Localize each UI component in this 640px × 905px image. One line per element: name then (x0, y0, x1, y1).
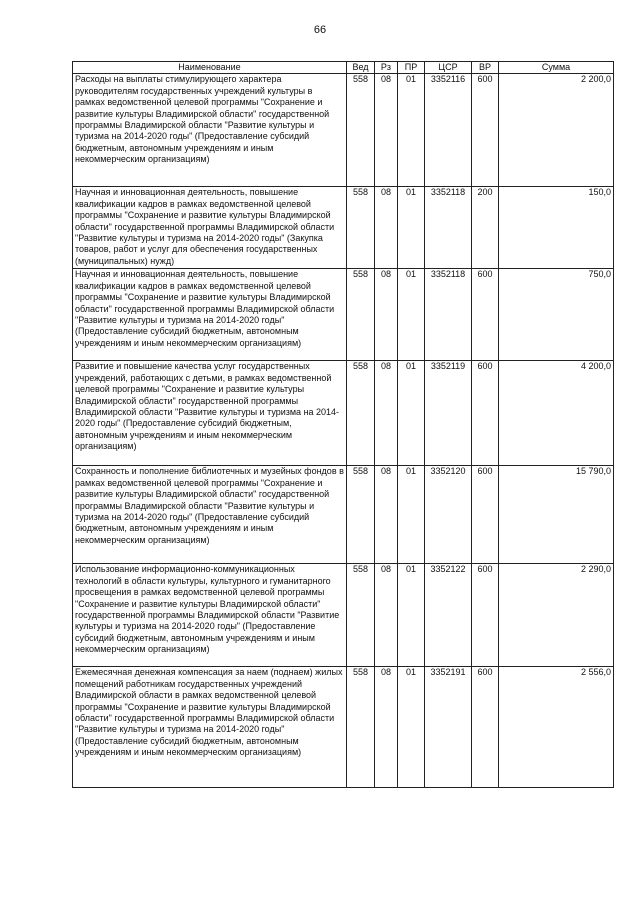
row-vr: 600 (472, 74, 499, 187)
row-vr: 600 (472, 269, 499, 361)
row-pr: 01 (398, 564, 425, 667)
row-pr: 01 (398, 361, 425, 466)
row-vr: 600 (472, 667, 499, 788)
row-rz: 08 (375, 564, 398, 667)
row-sum: 150,0 (499, 187, 614, 269)
header-sum: Сумма (499, 62, 614, 74)
row-sum: 750,0 (499, 269, 614, 361)
table-header-row (73, 62, 614, 74)
header-pr: ПР (398, 62, 425, 74)
row-csr: 3352122 (425, 564, 472, 667)
row-sum: 2 290,0 (499, 564, 614, 667)
row-csr: 3352118 (425, 187, 472, 269)
row-ved: 558 (347, 74, 375, 187)
row-name: Расходы на выплаты стимулирующего характера руководителям государственных учреждений культуры в рамках ведомственной целевой программы "Сохранение и развитие культуры Владимирской области" государственной программы Владимирской области "Развитие культуры и туризма на 2014-2020 годы" (Предоставление субсидий бюджетным, автономным учреждениям и иным некоммерческим организациям) (73, 74, 347, 187)
page-number: 66 (313, 24, 327, 36)
row-pr: 01 (398, 466, 425, 564)
table-row (73, 466, 614, 564)
budget-table (72, 61, 614, 788)
row-rz: 08 (375, 187, 398, 269)
row-rz: 08 (375, 269, 398, 361)
row-name: Развитие и повышение качества услуг государственных учреждений, работающих с детьми, в рамках ведомственной целевой программы "Сохранение и развитие культуры Владимирской области" государственной программы Владимирской области "Развитие культуры и туризма на 2014-2020 годы" (Предоставление субсидий бюджетным, автономным учреждениям и иным некоммерческим организациям) (73, 361, 347, 466)
header-ved: Вед (347, 62, 375, 74)
row-sum: 15 790,0 (499, 466, 614, 564)
row-csr: 3352191 (425, 667, 472, 788)
row-name: Научная и инновационная деятельность, повышение квалификации кадров в рамках ведомственной целевой программы "Сохранение и развитие культуры Владимирской области" государственной программы Владимирской области "Развитие культуры и туризма на 2014-2020 годы" (Закупка товаров, работ и услуг для обеспечения государственных (муниципальных) нужд) (73, 187, 347, 269)
row-csr: 3352116 (425, 74, 472, 187)
row-pr: 01 (398, 269, 425, 361)
row-sum: 2 556,0 (499, 667, 614, 788)
row-pr: 01 (398, 667, 425, 788)
table-row (73, 187, 614, 269)
row-sum: 2 200,0 (499, 74, 614, 187)
row-ved: 558 (347, 269, 375, 361)
row-ved: 558 (347, 667, 375, 788)
header-rz: Рз (375, 62, 398, 74)
row-csr: 3352118 (425, 269, 472, 361)
row-ved: 558 (347, 361, 375, 466)
row-pr: 01 (398, 187, 425, 269)
row-vr: 600 (472, 564, 499, 667)
row-vr: 600 (472, 466, 499, 564)
row-rz: 08 (375, 74, 398, 187)
row-vr: 200 (472, 187, 499, 269)
row-rz: 08 (375, 361, 398, 466)
row-ved: 558 (347, 187, 375, 269)
row-csr: 3352119 (425, 361, 472, 466)
row-rz: 08 (375, 466, 398, 564)
row-csr: 3352120 (425, 466, 472, 564)
row-vr: 600 (472, 361, 499, 466)
table-row (73, 361, 614, 466)
header-vr: ВР (472, 62, 499, 74)
row-name: Ежемесячная денежная компенсация за наем (поднаем) жилых помещений работникам государственных учреждений Владимирской области в рамках ведомственной целевой программы "Сохранение и развитие культуры Владимирской области" государственной программы Владимирской области "Развитие культуры и туризма на 2014-2020 годы" (Предоставление субсидий бюджетным, автономным учреждениям и иным некоммерческим организациям) (73, 667, 347, 788)
row-rz: 08 (375, 667, 398, 788)
header-name: Наименование (73, 62, 347, 74)
table-row (73, 667, 614, 788)
row-pr: 01 (398, 74, 425, 187)
table-row (73, 74, 614, 187)
table-row (73, 269, 614, 361)
row-ved: 558 (347, 564, 375, 667)
row-sum: 4 200,0 (499, 361, 614, 466)
row-name: Научная и инновационная деятельность, повышение квалификации кадров в рамках ведомственной целевой программы "Сохранение и развитие культуры Владимирской области" государственной программы Владимирской области "Развитие культуры и туризма на 2014-2020 годы" (Предоставление субсидий бюджетным, автономным учреждениям и иным некоммерческим организациям) (73, 269, 347, 361)
header-csr: ЦСР (425, 62, 472, 74)
table-row (73, 564, 614, 667)
row-name: Сохранность и пополнение библиотечных и музейных фондов в рамках ведомственной целевой программы "Сохранение и развитие культуры Владимирской области" государственной программы Владимирской области "Развитие культуры и туризма на 2014-2020 годы" (Предоставление субсидий бюджетным, автономным учреждениям и иным некоммерческим организациям) (73, 466, 347, 564)
row-ved: 558 (347, 466, 375, 564)
row-name: Использование информационно-коммуникационных технологий в области культуры, культурного и гуманитарного просвещения в рамках ведомственной целевой программы "Сохранение и развитие культуры Владимирской области" государственной программы Владимирской области "Развитие культуры и туризма на 2014-2020 годы" (Предоставление субсидий бюджетным, автономным учреждениям и иным некоммерческим организациям) (73, 564, 347, 667)
